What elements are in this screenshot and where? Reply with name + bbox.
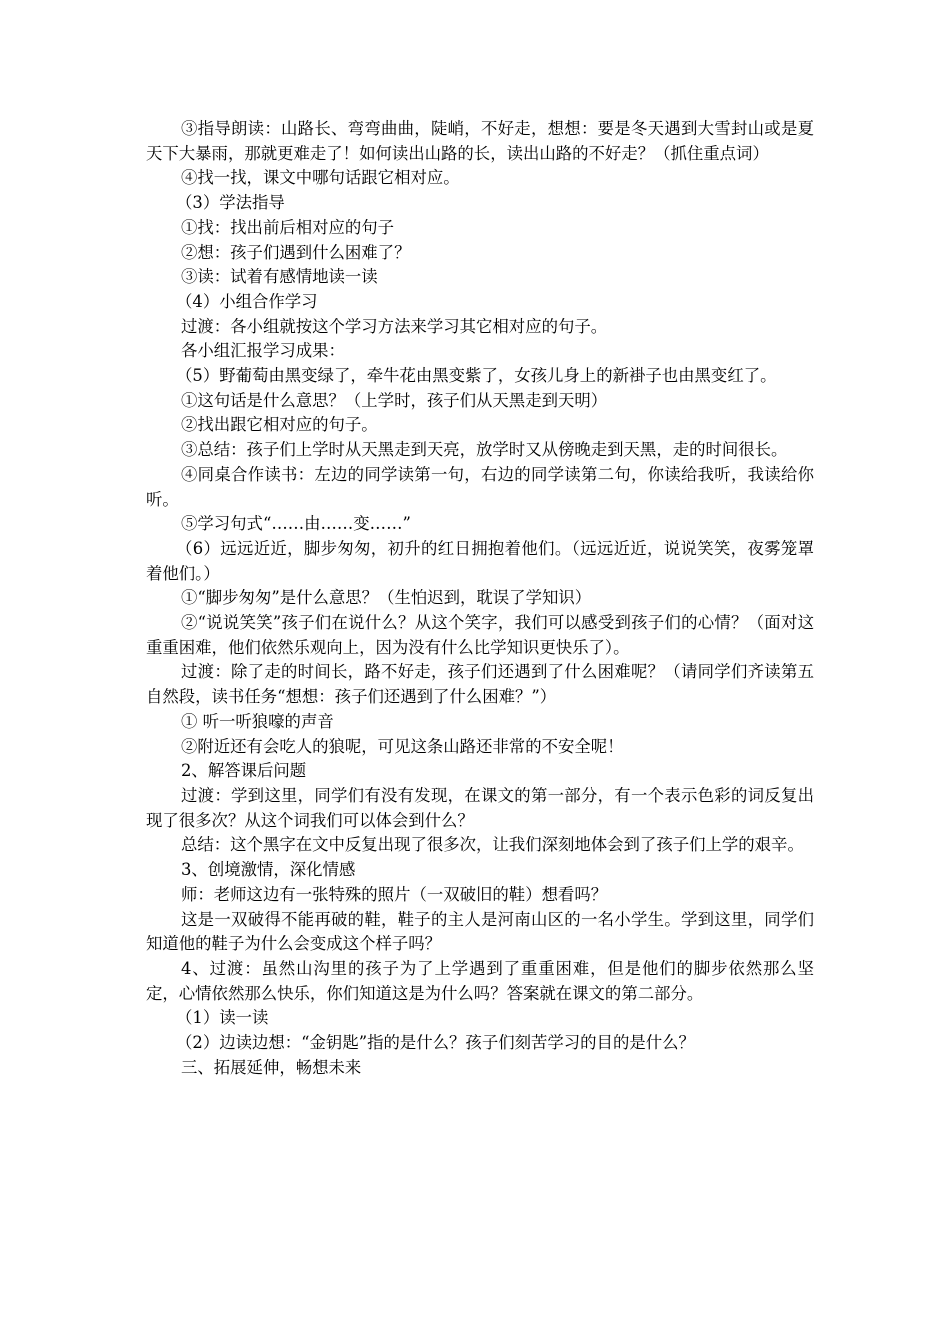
paragraph: ⑤学习句式“……由……变……” [181, 514, 411, 534]
paragraph: ③总结：孩子们上学时从天黑走到天亮，放学时又从傍晚走到天黑，走的时间很长。 [181, 440, 788, 460]
paragraph: 三、拓展延伸，畅想未来 [181, 1057, 362, 1077]
paragraph: ②附近还有会吃人的狼呢，可见这条山路还非常的不安全呢！ [181, 736, 624, 756]
paragraph: （2）边读边想：“金钥匙”指的是什么？孩子们刻苦学习的目的是什么？ [176, 1033, 695, 1053]
paragraph: 过渡：各小组就按这个学习方法来学习其它相对应的句子。 [181, 316, 608, 336]
paragraph: ③读：试着有感情地读一读 [181, 267, 378, 287]
paragraph: ②找出跟它相对应的句子。 [181, 415, 378, 435]
paragraph: 过渡：除了走的时间长，路不好走，孩子们还遇到了什么困难呢？（请同学们齐读第五自然段，读书任务“想想：孩子们还遇到了什么困难？”） [146, 662, 814, 707]
paragraph: （1）读一读 [176, 1008, 269, 1028]
paragraph: 这是一双破得不能再破的鞋，鞋子的主人是河南山区的一名小学生。学到这里，同学们知道他的鞋子为什么会变成这个样子吗？ [146, 909, 814, 954]
paragraph: ①找：找出前后相对应的句子 [181, 217, 395, 237]
paragraph: 4、过渡：虽然山沟里的孩子为了上学遇到了重重困难，但是他们的脚步依然那么坚定，心情依然那么快乐，你们知道这是为什么吗？答案就在课文的第二部分。 [146, 958, 814, 1003]
paragraph: （3）学法指导 [176, 193, 285, 213]
paragraph: （4）小组合作学习 [176, 291, 318, 311]
document-body [146, 117, 814, 1080]
paragraph: ②想：孩子们遇到什么困难了？ [181, 242, 411, 262]
paragraph: ①“脚步匆匆”是什么意思？（生怕迟到，耽误了学知识） [181, 588, 592, 608]
paragraph: 3、创境激情，深化情感 [181, 860, 356, 880]
paragraph: ④找一找，课文中哪句话跟它相对应。 [181, 168, 460, 188]
paragraph: ②“说说笑笑”孩子们在说什么？从这个笑字，我们可以感受到孩子们的心情？（面对这重重困难，他们依然乐观向上，因为没有什么比学知识更快乐了）。 [146, 613, 814, 657]
paragraph: 总结：这个黑字在文中反复出现了很多次，让我们深刻地体会到了孩子们上学的艰辛。 [181, 835, 804, 855]
paragraph: （6）远远近近，脚步匆匆，初升的红日拥抱着他们。（远远近近，说说笑笑，夜雾笼罩着他们。） [146, 538, 814, 583]
paragraph: ④同桌合作读书：左边的同学读第一句，右边的同学读第二句，你读给我听，我读给你听。 [146, 464, 814, 509]
paragraph: ① 听一听狼嚎的声音 [181, 711, 334, 731]
paragraph: ①这句话是什么意思？（上学时，孩子们从天黑走到天明） [181, 390, 608, 410]
paragraph: 各小组汇报学习成果： [181, 341, 345, 361]
paragraph: 过渡：学到这里，同学们有没有发现，在课文的第一部分，有一个表示色彩的词反复出现了很多次？从这个词我们可以体会到什么？ [146, 785, 814, 830]
paragraph: 师：老师这边有一张特殊的照片（一双破旧的鞋）想看吗？ [181, 884, 608, 904]
paragraph: （5）野葡萄由黑变绿了，牵牛花由黑变紫了，女孩儿身上的新褂子也由黑变红了。 [176, 366, 777, 386]
paragraph: ③指导朗读：山路长、弯弯曲曲，陡峭，不好走，想想：要是冬天遇到大雪封山或是夏天下大暴雨，那就更难走了！如何读出山路的长，读出山路的不好走？（抓住重点词） [146, 119, 814, 163]
paragraph: 2、解答课后问题 [181, 761, 307, 781]
